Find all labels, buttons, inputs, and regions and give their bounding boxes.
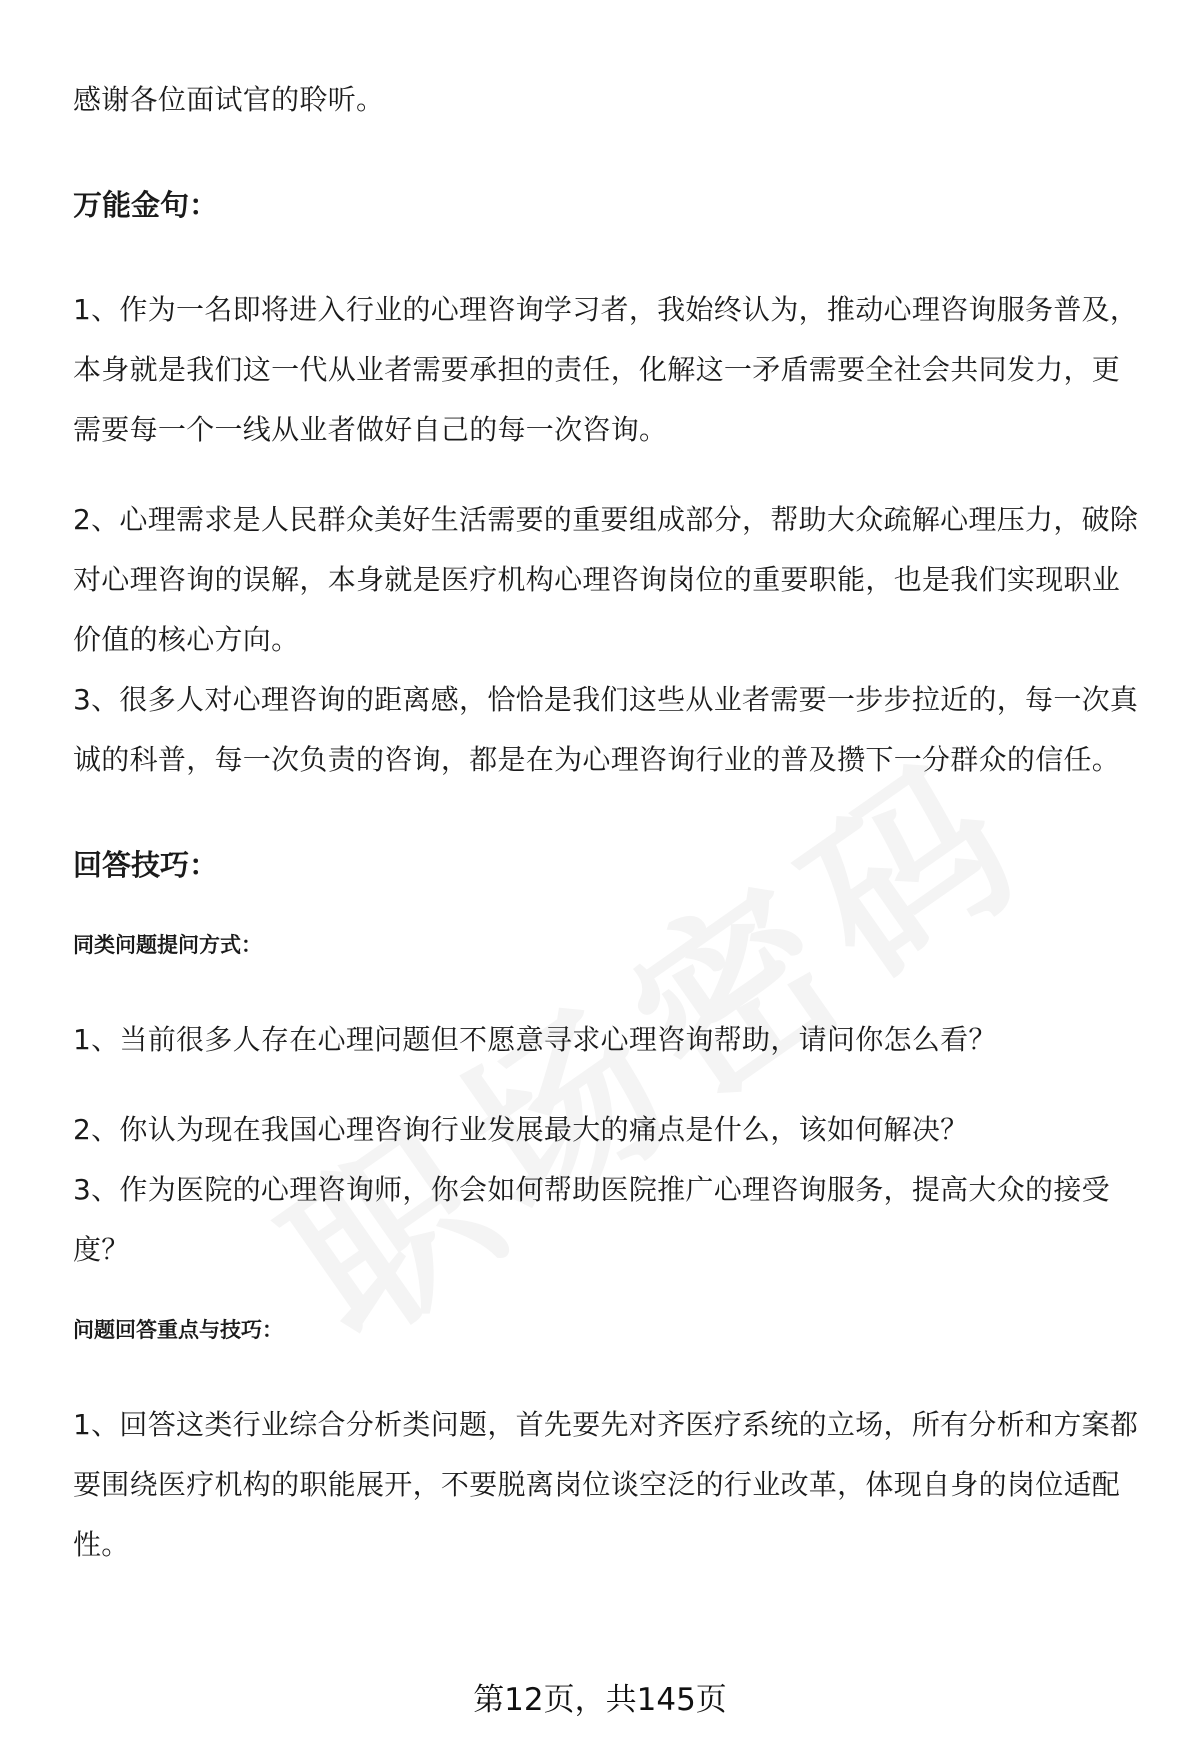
key-points-heading: 问题回答重点与技巧： xyxy=(73,1318,283,1342)
key-point-1: 1、回答这类行业综合分析类问题，首先要先对齐医疗系统的立场，所有分析和方案都要围绕医疗机构的职能展开，不要脱离岗位谈空泛的行业改革，体现自身的岗位适配性。 xyxy=(73,1408,1139,1561)
answer-skills-heading: 回答技巧： xyxy=(73,848,219,882)
page-number: 第12页，共145页 xyxy=(473,1682,727,1718)
page-content xyxy=(73,70,1148,1575)
similar-question-1: 1、当前很多人存在心理问题但不愿意寻求心理咨询帮助，请问你怎么看？ xyxy=(73,1023,997,1056)
similar-questions-heading: 同类问题提问方式： xyxy=(73,933,262,957)
similar-question-2: 2、你认为现在我国心理咨询行业发展最大的痛点是什么，该如何解决？ xyxy=(73,1113,969,1146)
golden-sentence-3: 3、很多人对心理咨询的距离感，恰恰是我们这些从业者需要一步步拉近的，每一次真诚的科普，每一次负责的咨询，都是在为心理咨询行业的普及攒下一分群众的信任。 xyxy=(73,683,1139,776)
golden-sentences-heading: 万能金句： xyxy=(73,188,219,222)
similar-question-3: 3、作为医院的心理咨询师，你会如何帮助医院推广心理咨询服务，提高大众的接受度？ xyxy=(73,1173,1110,1266)
golden-sentence-2: 2、心理需求是人民群众美好生活需要的重要组成部分，帮助大众疏解心理压力，破除对心理咨询的误解，本身就是医疗机构心理咨询岗位的重要职能，也是我们实现职业价值的核心方向。 xyxy=(73,503,1139,656)
golden-sentence-1: 1、作为一名即将进入行业的心理咨询学习者，我始终认为，推动心理咨询服务普及，本身就是我们这一代从业者需要承担的责任，化解这一矛盾需要全社会共同发力，更需要每一个一线从业者做好自己的每一次咨询。 xyxy=(73,293,1139,446)
closing-line: 感谢各位面试官的聆听。 xyxy=(73,83,385,116)
